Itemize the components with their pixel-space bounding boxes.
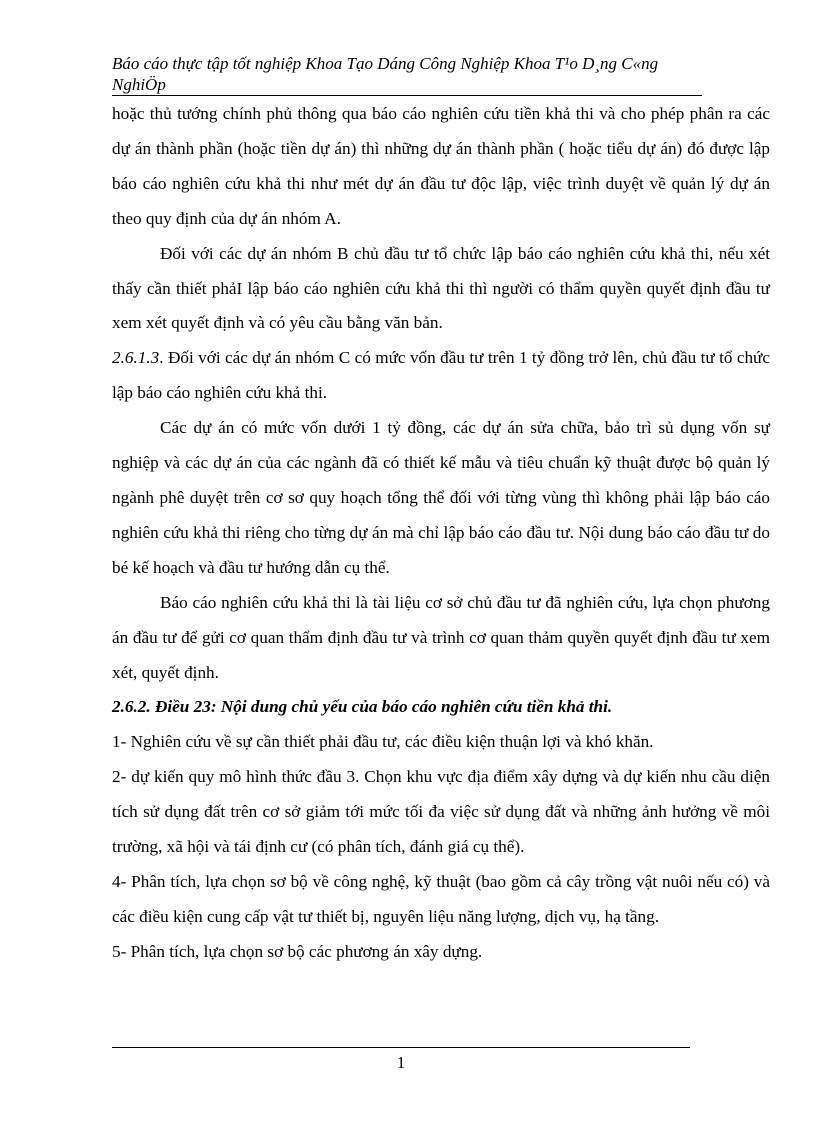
paragraph-feasibility-report: Báo cáo nghiên cứu khả thi là tài liệu cơ sở chủ đầu tư đã nghiên cứu, lựa chọn phương án đầu tư để gửi cơ quan thẩm định đầu tư và trình cơ quan thảm quyền quyết định đầu tư xem xét, quyết định. bbox=[112, 592, 770, 682]
paragraph-continuation: hoặc thủ tướng chính phủ thông qua báo cáo nghiên cứu tiền khả thi và cho phép phân ra các dự án thành phần (hoặc tiền dự án) thì những dự án thành phần ( hoặc tiểu dự án) đó được lập báo cáo nghiên cứu khả thi như mét dự án đầu tư độc lập, việc trình duyệt về quản lý dự án theo quy định của dự án nhóm A. bbox=[112, 104, 770, 228]
document-body bbox=[112, 97, 770, 970]
list-item-2: 2- dự kiến quy mô hình thức đầu 3. Chọn khu vực địa điểm xây dựng và dự kiến nhu cầu diện tích sử dụng đất trên cơ sở giảm tới mức tối đa việc sử dụng đất và những ảnh hưởng về môi trường, xã hội và tái định cư (có phân tích, đánh giá cụ thể). bbox=[112, 767, 770, 857]
footer-divider bbox=[112, 1047, 690, 1048]
section-heading: 2.6.2. Điều 23: Nội dung chủ yếu của báo cáo nghiên cứu tiền khả thi. bbox=[112, 697, 613, 717]
paragraph-group-c-text: . Đối với các dự án nhóm C có mức vốn đầu tư trên 1 tỷ đồng trở lên, chủ đầu tư tổ chức lập báo cáo nghiên cứu khả thi. bbox=[112, 348, 770, 403]
paragraph-group-c bbox=[112, 341, 770, 411]
paragraph-small-projects: Các dự án có mức vốn dưới 1 tỷ đồng, các dự án sửa chữa, bảo trì sủ dụng vốn sự nghiệp và các dự án của các ngành đã có thiết kế mẫu và tiêu chuẩn kỹ thuật được bộ quản lý ngành phê duyệt trên cơ sơ quy hoạch tổng thể đối với từng vùng thì không phải lập báo cáo nghiên cứu khả thi riêng cho từng dự án mà chỉ lập báo cáo đầu tư. Nội dung báo cáo đầu tư do bé kế hoạch và đầu tư hướng dẫn cụ thể. bbox=[112, 418, 770, 577]
list-item-1: 1- Nghiên cứu về sự cần thiết phải đầu tư, các điều kiện thuận lợi và khó khăn. bbox=[112, 732, 654, 752]
list-item-5: 5- Phân tích, lựa chọn sơ bộ các phương án xây dựng. bbox=[112, 941, 483, 961]
page-header: Báo cáo thực tập tốt nghiệp Khoa Tạo Dáng Công Nghiệp Khoa T¹o D¸ng C«ng NghiÖp bbox=[112, 53, 702, 96]
paragraph-group-b: Đối với các dự án nhóm B chủ đầu tư tổ chức lập báo cáo nghiên cứu khả thi, nếu xét thấy cần thiết phảI lập báo cáo nghiên cứu khả thi thì người có thẩm quyền quyết định đầu tư xem xét quyết định và có yêu cầu bằng văn bản. bbox=[112, 243, 770, 333]
list-item-4: 4- Phân tích, lựa chọn sơ bộ về công nghệ, kỹ thuật (bao gồm cả cây trồng vật nuôi nếu có) và các điều kiện cung cấp vật tư thiết bị, nguyên liệu năng lượng, dịch vụ, hạ tầng. bbox=[112, 871, 770, 926]
section-number: 2.6.1.3 bbox=[112, 348, 160, 368]
page-number: 1 bbox=[396, 1053, 406, 1072]
